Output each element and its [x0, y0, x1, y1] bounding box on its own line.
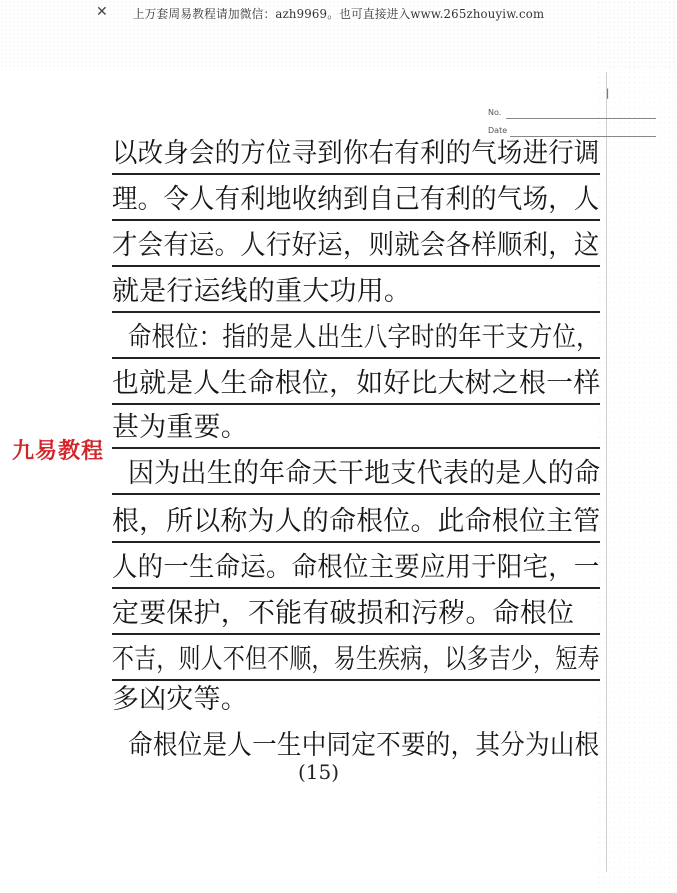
handwritten-line: 就是行运线的重大功用。 — [112, 276, 412, 307]
no-label: No. — [488, 108, 502, 117]
ruled-line — [112, 493, 600, 495]
ruled-line — [112, 311, 600, 313]
ruled-line — [112, 173, 600, 175]
handwritten-line: 定要保护，不能有破损和污秽。命根位 — [112, 598, 575, 629]
handwritten-line: 人的一生命运。命根位主要应用于阳宅，一 — [112, 552, 600, 583]
ruled-line — [112, 541, 600, 543]
handwritten-line: 根，所以称为人的命根位。此命根位主管 — [112, 506, 601, 537]
side-watermark-logo: 九易教程 — [12, 439, 105, 464]
ruled-line — [112, 679, 600, 681]
ruled-line — [112, 265, 600, 267]
tick-mark-icon: | — [606, 88, 610, 99]
handwritten-line: 因为出生的年命天干地支代表的是人的命 — [128, 458, 601, 489]
handwritten-line: 多凶灾等。 — [112, 684, 248, 715]
page-number: (15) — [298, 760, 340, 784]
handwritten-line: 命根位是人一生中同定不要的，其分为山根 — [128, 730, 600, 761]
ruled-line — [112, 587, 600, 589]
handwritten-line: 也就是人生命根位，如好比大树之根一样 — [112, 368, 601, 399]
ruled-line — [112, 633, 600, 635]
page-edge-line — [606, 72, 610, 872]
handwritten-line: 以改身会的方位寻到你右有利的气场进行调 — [112, 138, 600, 169]
punch-mark-icon: ✕ — [96, 4, 108, 20]
date-label: Date — [488, 126, 508, 135]
handwritten-line: 才会有运。人行好运，则就会各样顺利，这 — [112, 230, 600, 261]
no-rule — [506, 118, 656, 119]
handwritten-line: 不吉，则人不但不顺，易生疾病，以多吉少，短寿 — [112, 644, 600, 675]
handwritten-line: 理。令人有利地收纳到自己有利的气场，人 — [112, 184, 600, 215]
handwritten-line: 甚为重要。 — [112, 412, 248, 443]
ruled-line — [112, 357, 600, 359]
handwritten-line: 命根位：指的是人出生八字时的年干支方位， — [128, 322, 600, 353]
ruled-line — [112, 219, 600, 221]
watermark-banner: 上万套周易教程请加微信：azh9969。也可直接进入www.265zhouyiw.com — [132, 7, 545, 21]
ruled-line — [112, 403, 600, 405]
ruled-line — [112, 447, 600, 449]
